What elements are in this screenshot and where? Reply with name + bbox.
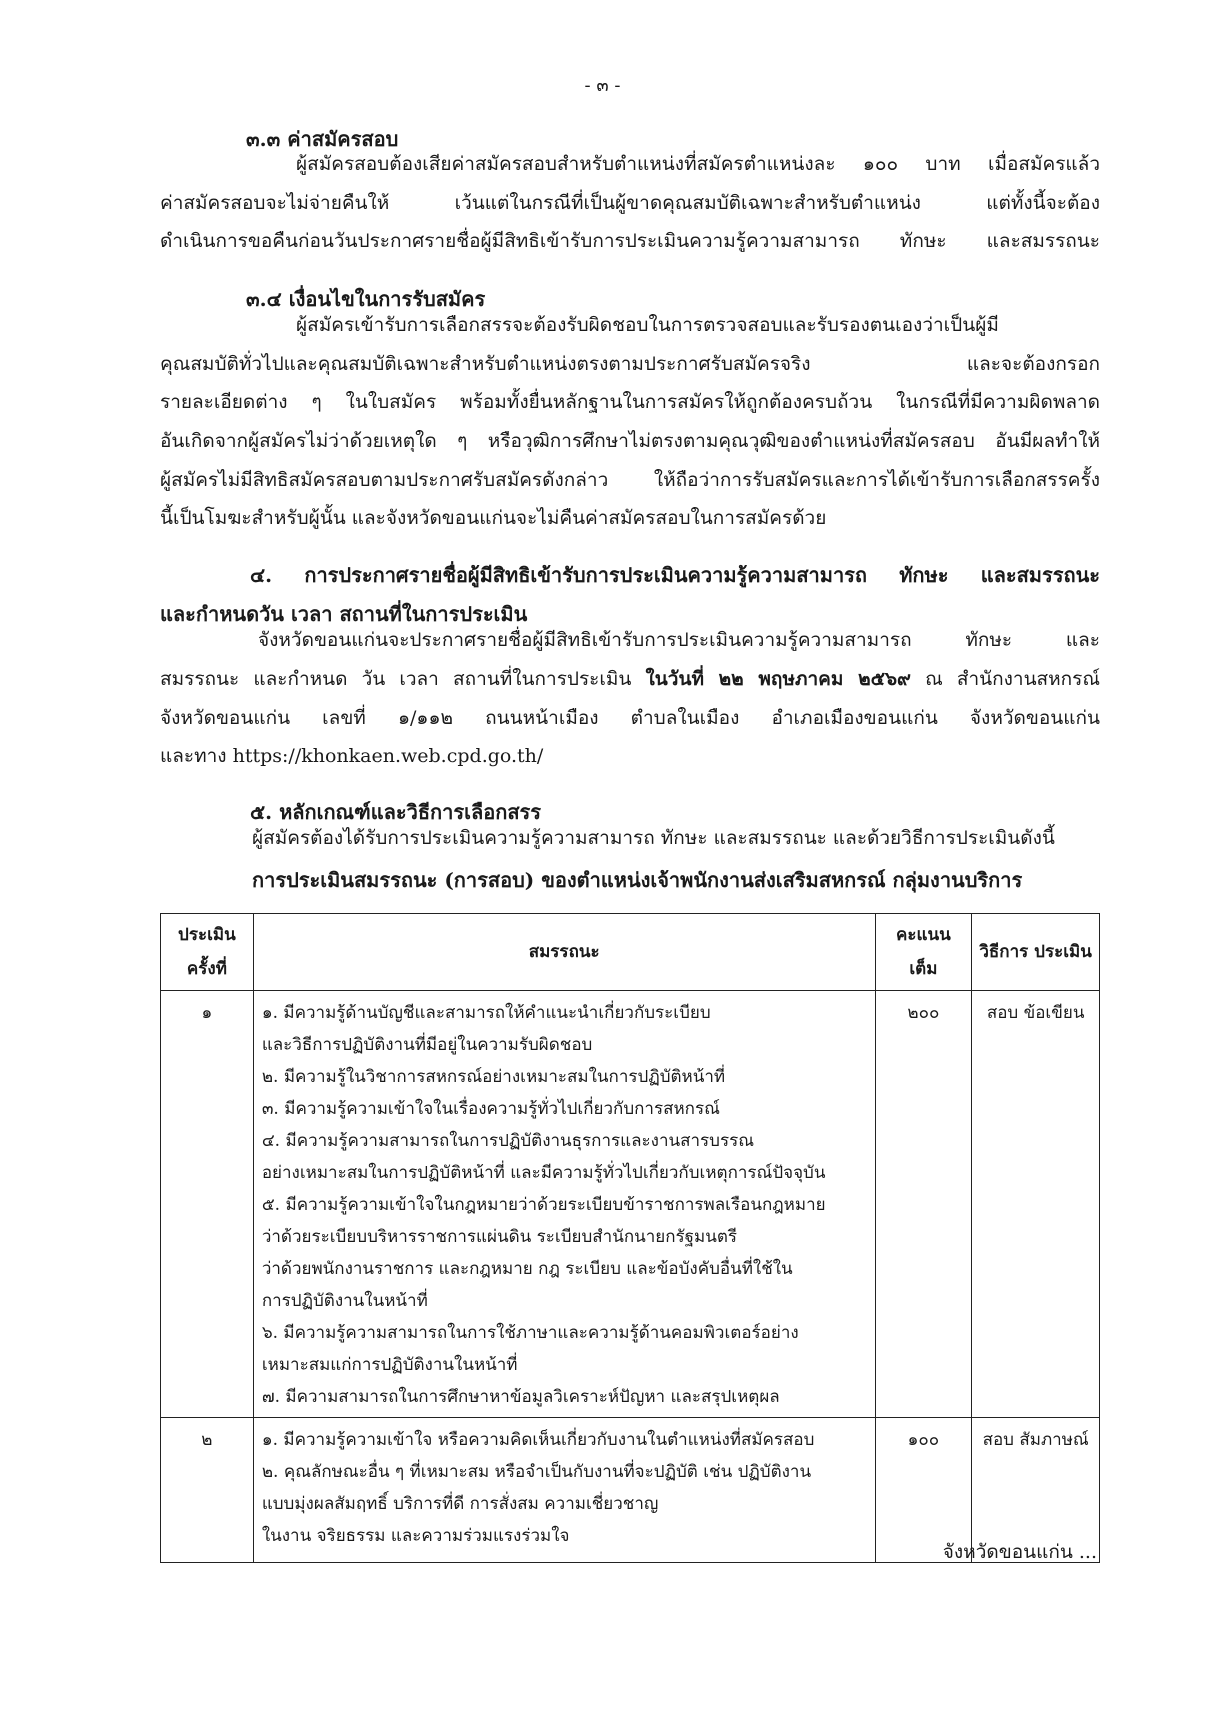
competency-item: แบบมุ่งผลสัมฤทธิ์ บริการที่ดี การสั่งสม ความเชี่ยวชาญ [261,1494,659,1514]
score-cell: ๒๐๐ [875,991,972,1418]
section-4-heading: ๔. การประกาศรายชื่อผู้มีสิทธิเข้ารับการประเมินความรู้ความสามารถ ทักษะ และสมรรถนะ [250,563,1100,587]
competency-cell [253,991,875,1418]
competency-item: ๓. มีความรู้ความเข้าใจในเรื่องความรู้ทั่วไปเกี่ยวกับการสหกรณ์ [261,1099,720,1119]
section-3-3-line: ผู้สมัครสอบต้องเสียค่าสมัครสอบสำหรับตำแหน่งที่สมัครตำแหน่งละ ๑๐๐ บาท เมื่อสมัครแล้ว [296,153,1100,175]
section-3-4-line: นี้เป็นโมฆะสำหรับผู้นั้น และจังหวัดขอนแก่นจะไม่คืนค่าสมัครสอบในการสมัครด้วย [160,507,827,529]
competency-item: อย่างเหมาะสมในการปฏิบัติหน้าที่ และมีความรู้ทั่วไปเกี่ยวกับเหตุการณ์ปัจจุบัน [261,1163,826,1183]
section-4-text: สมรรถนะ และกำหนด วัน เวลา สถานที่ในการประเมิน [160,668,646,690]
section-3-4-line: ผู้สมัครเข้ารับการเลือกสรรจะต้องรับผิดชอบในการตรวจสอบและรับรองตนเองว่าเป็นผู้มี [296,314,999,336]
competency-item: ๒. คุณลักษณะอื่น ๆ ที่เหมาะสม หรือจำเป็นกับงานที่จะปฏิบัติ เช่น ปฏิบัติงาน [261,1462,812,1482]
method-cell: สอบ สัมภาษณ์ [972,1418,1100,1563]
competency-table [160,913,1100,1563]
header-round: ประเมิน ครั้งที่ [161,914,254,991]
competency-item: เหมาะสมแก่การปฏิบัติงานในหน้าที่ [261,1355,518,1375]
score-cell: ๑๐๐ [875,1418,972,1563]
round-cell: ๑ [161,991,254,1418]
table-row [161,991,1100,1418]
page-number: - ๓ - [584,75,621,96]
round-cell: ๒ [161,1418,254,1563]
section-3-4-line: คุณสมบัติทั่วไปและคุณสมบัติเฉพาะสำหรับตำแหน่งตรงตามประกาศรับสมัครจริง และจะต้องกรอก [160,353,1100,375]
section-3-4-line: รายละเอียดต่าง ๆ ในใบสมัคร พร้อมทั้งยื่นหลักฐานในการสมัครให้ถูกต้องครบถ้วน ในกรณีที่มีความผิดพลาด [160,391,1100,413]
section-5-line: ผู้สมัครต้องได้รับการประเมินความรู้ความสามารถ ทักษะ และสมรรถนะ และด้วยวิธีการประเมินดังนี้ [252,827,1055,849]
section-3-3-heading: ๓.๓ ค่าสมัครสอบ [246,127,399,151]
section-4-website: และทาง https://khonkaen.web.cpd.go.th/ [160,745,544,767]
competency-item: ๖. มีความรู้ความสามารถในการใช้ภาษาและความรู้ด้านคอมพิวเตอร์อย่าง [261,1323,799,1343]
section-4-line [160,666,1100,692]
competency-item: ในงาน จริยธรรม และความร่วมแรงร่วมใจ [261,1526,570,1546]
competency-item: ๒. มีความรู้ในวิชาการสหกรณ์อย่างเหมาะสมในการปฏิบัติหน้าที่ [261,1067,726,1087]
section-3-3-line: ค่าสมัครสอบจะไม่จ่ายคืนให้ เว้นแต่ในกรณีที่เป็นผู้ขาดคุณสมบัติเฉพาะสำหรับตำแหน่ง แต่ทั้งนี้จะต้อง [160,192,1100,214]
competency-item: การปฏิบัติงานในหน้าที่ [261,1291,428,1311]
assessment-date: ในวันที่ ๒๒ พฤษภาคม ๒๕๖๙ [645,668,911,690]
competency-item: ๔. มีความรู้ความสามารถในการปฏิบัติงานธุรการและงานสารบรรณ [261,1131,754,1151]
section-4-line: จังหวัดขอนแก่น เลขที่ ๑/๑๑๒ ถนนหน้าเมือง ตำบลในเมือง อำเภอเมืองขอนแก่น จังหวัดขอนแก่น [160,707,1100,729]
competency-item: ๑. มีความรู้ด้านบัญชีและสามารถให้คำแนะนำเกี่ยวกับระเบียบ [261,1003,711,1023]
competency-item: ๑. มีความรู้ความเข้าใจ หรือความคิดเห็นเกี่ยวกับงานในตำแหน่งที่สมัครสอบ [261,1430,815,1450]
competency-cell [253,1418,875,1563]
header-method: วิธีการ ประเมิน [972,914,1100,991]
competency-item: ๗. มีความสามารถในการศึกษาหาข้อมูลวิเคราะห์ปัญหา และสรุปเหตุผล [261,1387,780,1407]
section-4-text: ณ สำนักงานสหกรณ์ [910,668,1101,690]
header-competency: สมรรถนะ [253,914,875,991]
competency-item: ว่าด้วยระเบียบบริหารราชการแผ่นดิน ระเบียบสำนักนายกรัฐมนตรี [261,1227,738,1247]
section-3-3-line: ดำเนินการขอคืนก่อนวันประกาศรายชื่อผู้มีสิทธิเข้ารับการประเมินความรู้ความสามารถ ทักษะ และสมรรถนะ [160,230,1100,252]
section-4-line: จังหวัดขอนแก่นจะประกาศรายชื่อผู้มีสิทธิเข้ารับการประเมินความรู้ความสามารถ ทักษะ และ [258,629,1100,651]
header-score: คะแนน เต็ม [875,914,972,991]
section-4-heading-cont: และกำหนดวัน เวลา สถานที่ในการประเมิน [160,602,528,626]
section-3-4-line: ผู้สมัครไม่มีสิทธิสมัครสอบตามประกาศรับสมัครดังกล่าว ให้ถือว่าการรับสมัครและการได้เข้ารับการเลือกสรรครั้ง [160,469,1100,491]
section-3-4-line: อันเกิดจากผู้สมัครไม่ว่าด้วยเหตุใด ๆ หรือวุฒิการศึกษาไม่ตรงตามคุณวุฒิของตำแหน่งที่สมัครสอบ อันมีผลทำให้ [160,430,1100,452]
competency-item: ๕. มีความรู้ความเข้าใจในกฎหมายว่าด้วยระเบียบข้าราชการพลเรือนกฎหมาย [261,1195,826,1215]
competency-item: ว่าด้วยพนักงานราชการ และกฎหมาย กฎ ระเบียบ และข้อบังคับอื่นที่ใช้ใน [261,1259,793,1279]
section-3-4-heading: ๓.๔ เงื่อนไขในการรับสมัคร [246,287,486,311]
method-cell: สอบ ข้อเขียน [972,991,1100,1418]
table-header-row [161,914,1100,991]
continuation-footer: จังหวัดขอนแก่น ... [942,1541,1097,1563]
table-title: การประเมินสมรรถนะ (การสอบ) ของตำแหน่งเจ้าพนักงานส่งเสริมสหกรณ์ กลุ่มงานบริการ [252,868,1023,892]
competency-item: และวิธีการปฏิบัติงานที่มีอยู่ในความรับผิดชอบ [261,1035,593,1055]
section-5-heading: ๕. หลักเกณฑ์และวิธีการเลือกสรร [250,800,542,824]
